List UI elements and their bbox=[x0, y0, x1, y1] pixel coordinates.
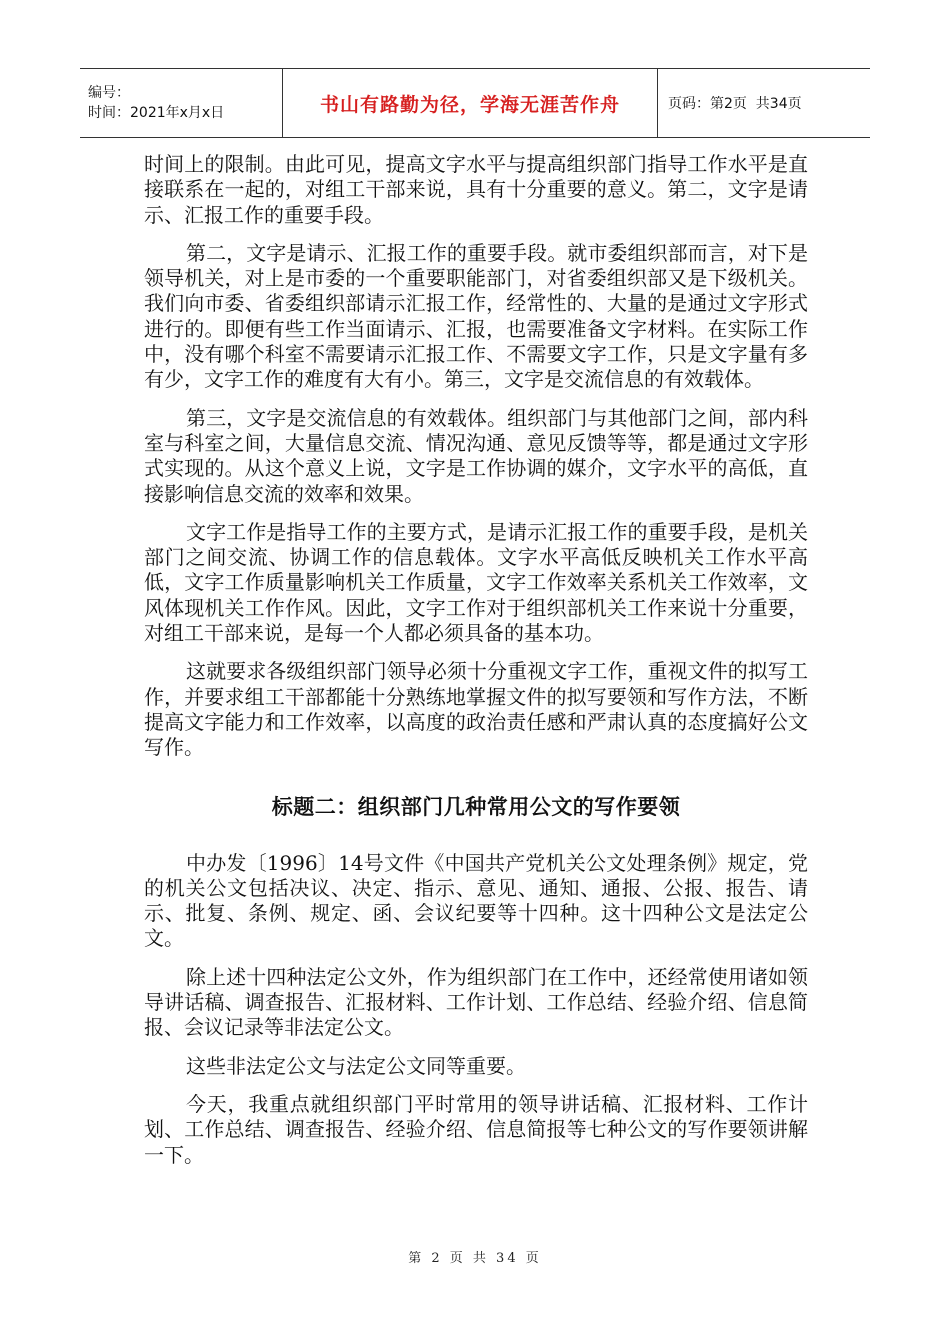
page-code-text: 页码：第2页 共34页 bbox=[668, 96, 802, 112]
page-header bbox=[80, 68, 870, 138]
serial-label: 编号： bbox=[88, 85, 130, 101]
time-label: 时间：2021年x月x日 bbox=[88, 105, 225, 121]
header-motto bbox=[283, 69, 658, 137]
section-heading: 标题二：组织部门几种常用公文的写作要领 bbox=[271, 794, 681, 819]
header-meta bbox=[80, 69, 283, 137]
paragraph: 第二，文字是请示、汇报工作的重要手段。就市委组织部而言，对下是领导机关，对上是市委的一个重要职能部门，对省委组织部又是下级机关。我们向市委、省委组织部请示汇报工作，经常性的、大量的是通过文字形式进行的。即便有些工作当面请示、汇报，也需要准备文字材料。在实际工作中，没有哪个科室不需要请示汇报工作、不需要文字工作，只是文字量有多有少，文字工作的难度有大有小。第三，文字是交流信息的有效载体。 bbox=[144, 240, 808, 392]
paragraph: 这些非法定公文与法定公文同等重要。 bbox=[186, 1053, 526, 1078]
paragraph: 中办发〔1996〕14号文件《中国共产党机关公文处理条例》规定，党的机关公文包括决议、决定、指示、意见、通知、通报、公报、报告、请示、批复、条例、规定、函、会议纪要等十四种。这十四种公文是法定公文。 bbox=[144, 850, 808, 951]
paragraph: 时间上的限制。由此可见，提高文字水平与提高组织部门指导工作水平是直接联系在一起的，对组工干部来说，具有十分重要的意义。第二，文字是请示、汇报工作的重要手段。 bbox=[144, 152, 808, 227]
paragraph: 文字工作是指导工作的主要方式，是请示汇报工作的重要手段，是机关部门之间交流、协调工作的信息载体。文字水平高低反映机关工作水平高低，文字工作质量影响机关工作质量，文字工作效率关系机关工作效率，文风体现机关工作作风。因此，文字工作对于组织部机关工作来说十分重要，对组工干部来说，是每一个人都必须具备的基本功。 bbox=[144, 519, 808, 646]
page-footer: 第 2 页 共 34 页 bbox=[408, 1251, 542, 1266]
paragraph: 这就要求各级组织部门领导必须十分重视文字工作，重视文件的拟写工作，并要求组工干部都能十分熟练地掌握文件的拟写要领和写作方法，不断提高文字能力和工作效率，以高度的政治责任感和严肃认真的态度搞好公文写作。 bbox=[144, 659, 808, 760]
header-page-code bbox=[658, 69, 870, 137]
paragraph: 除上述十四种法定公文外，作为组织部门在工作中，还经常使用诸如领导讲话稿、调查报告、汇报材料、工作计划、工作总结、经验介绍、信息简报、会议记录等非法定公文。 bbox=[144, 964, 808, 1040]
paragraph: 第三，文字是交流信息的有效载体。组织部门与其他部门之间，部内科室与科室之间，大量信息交流、情况沟通、意见反馈等等，都是通过文字形式实现的。从这个意义上说，文字是工作协调的媒介，文字水平的高低，直接影响信息交流的效率和效果。 bbox=[144, 405, 808, 506]
document-body bbox=[144, 152, 808, 1181]
paragraph: 今天，我重点就组织部门平时常用的领导讲话稿、汇报材料、工作计划、工作总结、调查报告、经验介绍、信息简报等七种公文的写作要领讲解一下。 bbox=[144, 1091, 808, 1167]
motto-text: 书山有路勤为径，学海无涯苦作舟 bbox=[319, 93, 620, 116]
